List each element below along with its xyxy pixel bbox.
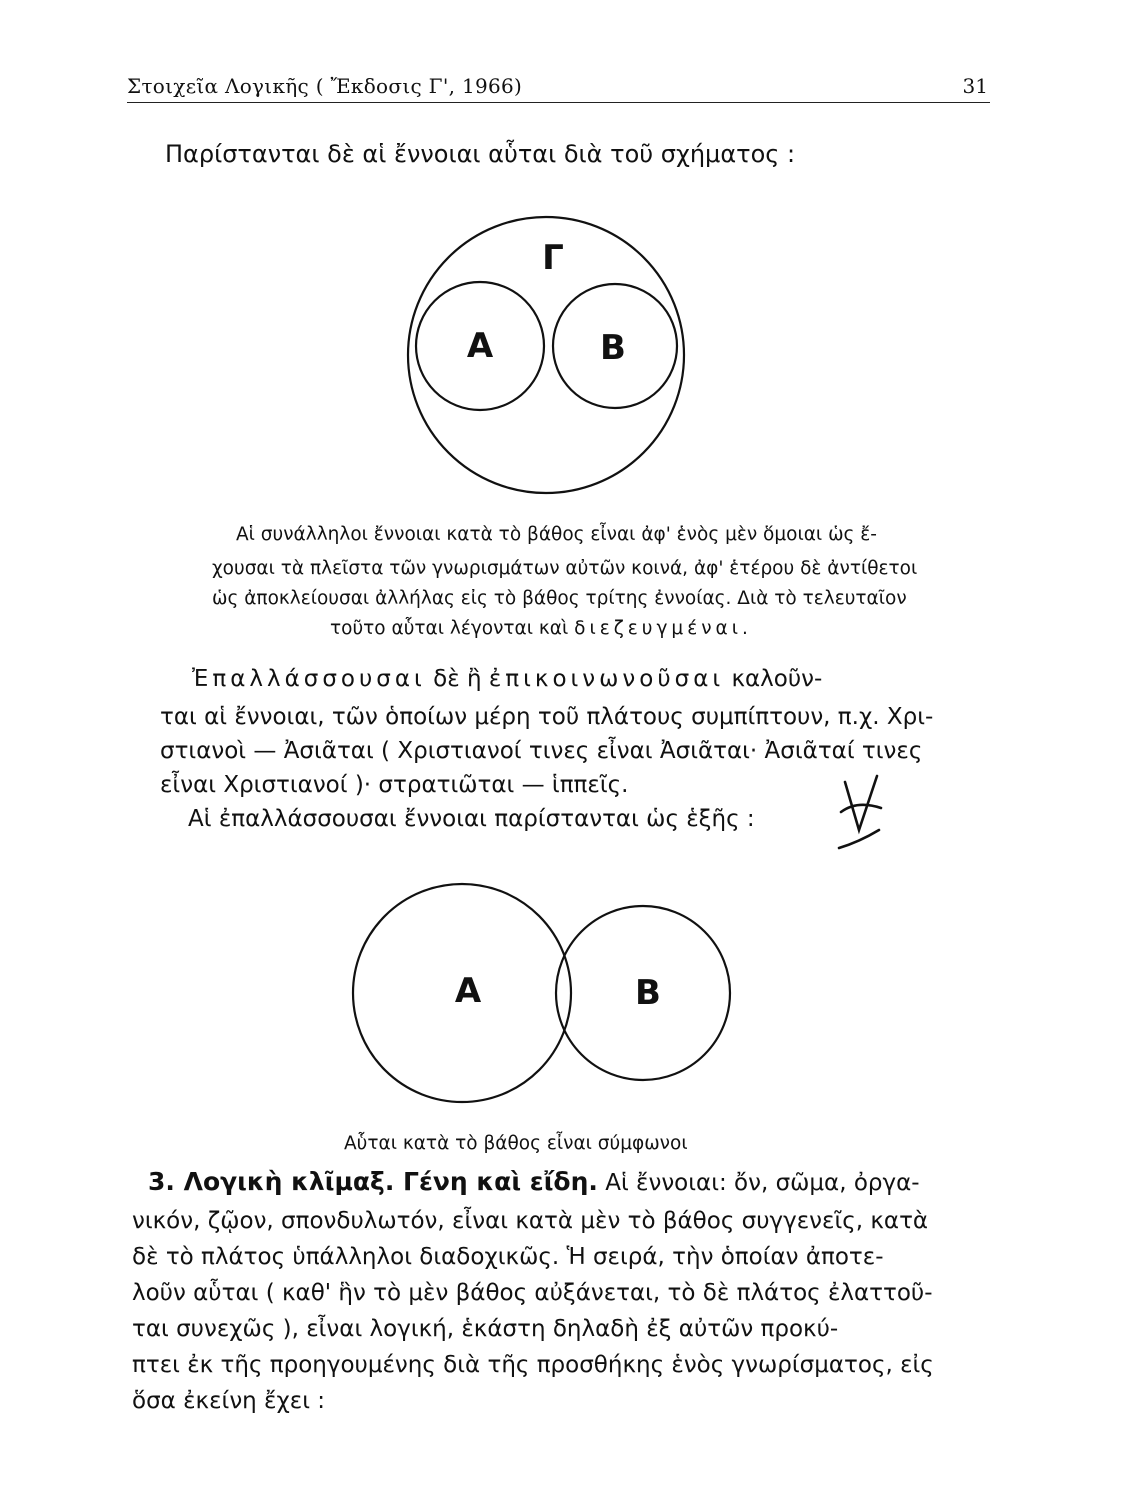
label-b2: Β	[635, 973, 661, 1013]
term-epikoinonousai: ἐπικοινωνοῦσαι	[488, 666, 725, 692]
subordinate-concepts-diagram	[405, 228, 705, 528]
overlap-line1	[192, 666, 822, 692]
overlap-line3: στιανοὶ — Ἀσιᾶται ( Χριστιανοί τινες εἶναι Ἀσιᾶται· Ἀσιᾶταί τινες	[160, 738, 923, 764]
section3-line2: νικόν, ζῷον, σπονδυλωτόν, εἶναι κατὰ μὲν τὸ βάθος συγγενεῖς, κατὰ	[132, 1208, 929, 1234]
term-diezeugmenai: διεζευγμέναι.	[574, 618, 752, 639]
label-a2: Α	[454, 971, 482, 1011]
term-epallassousai: Ἐπαλλάσσουσαι	[192, 666, 426, 692]
section3-line1-rest: Αἱ ἔννοιαι: ὄν, σῶμα, ὀργα-	[597, 1170, 920, 1196]
caption1-line3: ὡς ἀποκλείουσαι ἀλλήλας εἰς τὸ βάθος τρίτης ἐννοίας. Διὰ τὸ τελευταῖον	[212, 588, 907, 609]
caption2: Αὗται κατὰ τὸ βάθος εἶναι σύμφωνοι	[344, 1133, 688, 1154]
caption1-line2: χουσαι τὰ πλεῖστα τῶν γνωρισμάτων αὐτῶν κοινά, ἀφ' ἑτέρου δὲ ἀντίθετοι	[212, 558, 918, 579]
section3-line1	[148, 1167, 920, 1196]
label-a: Α	[466, 326, 494, 366]
running-title: Στοιχεῖα Λογικῆς ( Ἔκδοσις Γ', 1966)	[127, 74, 523, 98]
section3-line3: δὲ τὸ πλάτος ὑπάλληλοι διαδοχικῶς. Ἡ σειρά, τὴν ὁποίαν ἀποτε-	[132, 1244, 884, 1270]
caption1-line4-text: τοῦτο αὗται λέγονται καὶ	[330, 618, 575, 639]
label-b: Β	[600, 328, 626, 368]
overlap-line1-mid: δὲ ἢ	[425, 666, 489, 692]
running-header	[127, 72, 990, 103]
overlap-line2: ται αἱ ἔννοιαι, τῶν ὁποίων μέρη τοῦ πλάτους συμπίπτουν, π.χ. Χρι-	[160, 704, 934, 730]
overlapping-concepts-diagram	[350, 880, 730, 1130]
page-number: 31	[962, 74, 988, 98]
section3-line4: λοῦν αὗται ( καθ' ἣν τὸ μὲν βάθος αὐξάνεται, τὸ δὲ πλάτος ἐλαττοῦ-	[132, 1280, 933, 1306]
section3-heading: 3. Λογικὴ κλῖμαξ. Γένη καὶ εἴδη.	[148, 1167, 598, 1196]
caption1-line1: Αἱ συνάλληλοι ἔννοιαι κατὰ τὸ βάθος εἶναι ἀφ' ἑνὸς μὲν ὅμοιαι ὡς ἔ-	[236, 524, 877, 545]
handwritten-checkmark-icon	[833, 772, 893, 862]
overlap-line5: Αἱ ἐπαλλάσσουσαι ἔννοιαι παρίστανται ὡς ἑξῆς :	[188, 806, 755, 832]
label-gamma: Γ	[542, 238, 564, 278]
section3-line5: ται συνεχῶς ), εἶναι λογική, ἑκάστη δηλαδὴ ἐξ αὐτῶν προκύ-	[132, 1316, 839, 1342]
intro-line: Παρίστανται δὲ αἱ ἔννοιαι αὗται διὰ τοῦ σχήματος :	[165, 140, 796, 168]
overlap-line1-end: καλοῦν-	[724, 666, 823, 692]
overlap-line4: εἶναι Χριστιανοί )· στρατιῶται — ἱππεῖς.	[160, 772, 629, 798]
section3-line7: ὅσα ἐκείνη ἔχει :	[132, 1388, 326, 1414]
caption1-line4	[330, 618, 752, 639]
section3-line6: πτει ἐκ τῆς προηγουμένης διὰ τῆς προσθήκης ἑνὸς γνωρίσματος, εἰς	[132, 1352, 934, 1378]
